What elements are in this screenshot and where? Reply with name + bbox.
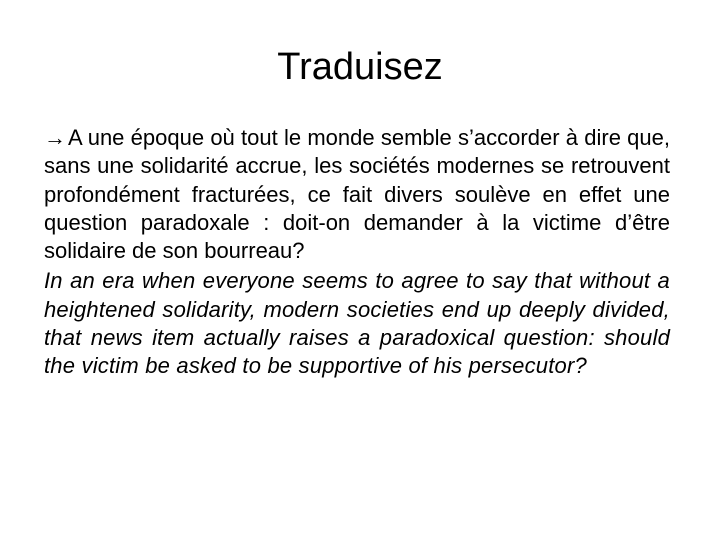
french-text: A une époque où tout le monde semble s’accorder à dire que, sans une solidarité accrue, les sociétés modernes se retrouvent profondément fracturées, ce fait divers soulève en effet une question paradoxale : doit-on demander à la victime d’être solidaire de son bourreau?: [44, 125, 670, 264]
french-paragraph: [44, 124, 670, 265]
right-arrow-icon: →: [44, 125, 66, 150]
english-text: In an era when everyone seems to agree to say that without a heightened solidarity, modern societies end up deeply divided, that news item actually raises a paradoxical question: should the victim be asked to be supportive of his persecutor?: [44, 268, 670, 379]
english-paragraph: [44, 267, 670, 380]
slide-body: [44, 124, 670, 381]
slide-title: Traduisez: [277, 46, 443, 88]
